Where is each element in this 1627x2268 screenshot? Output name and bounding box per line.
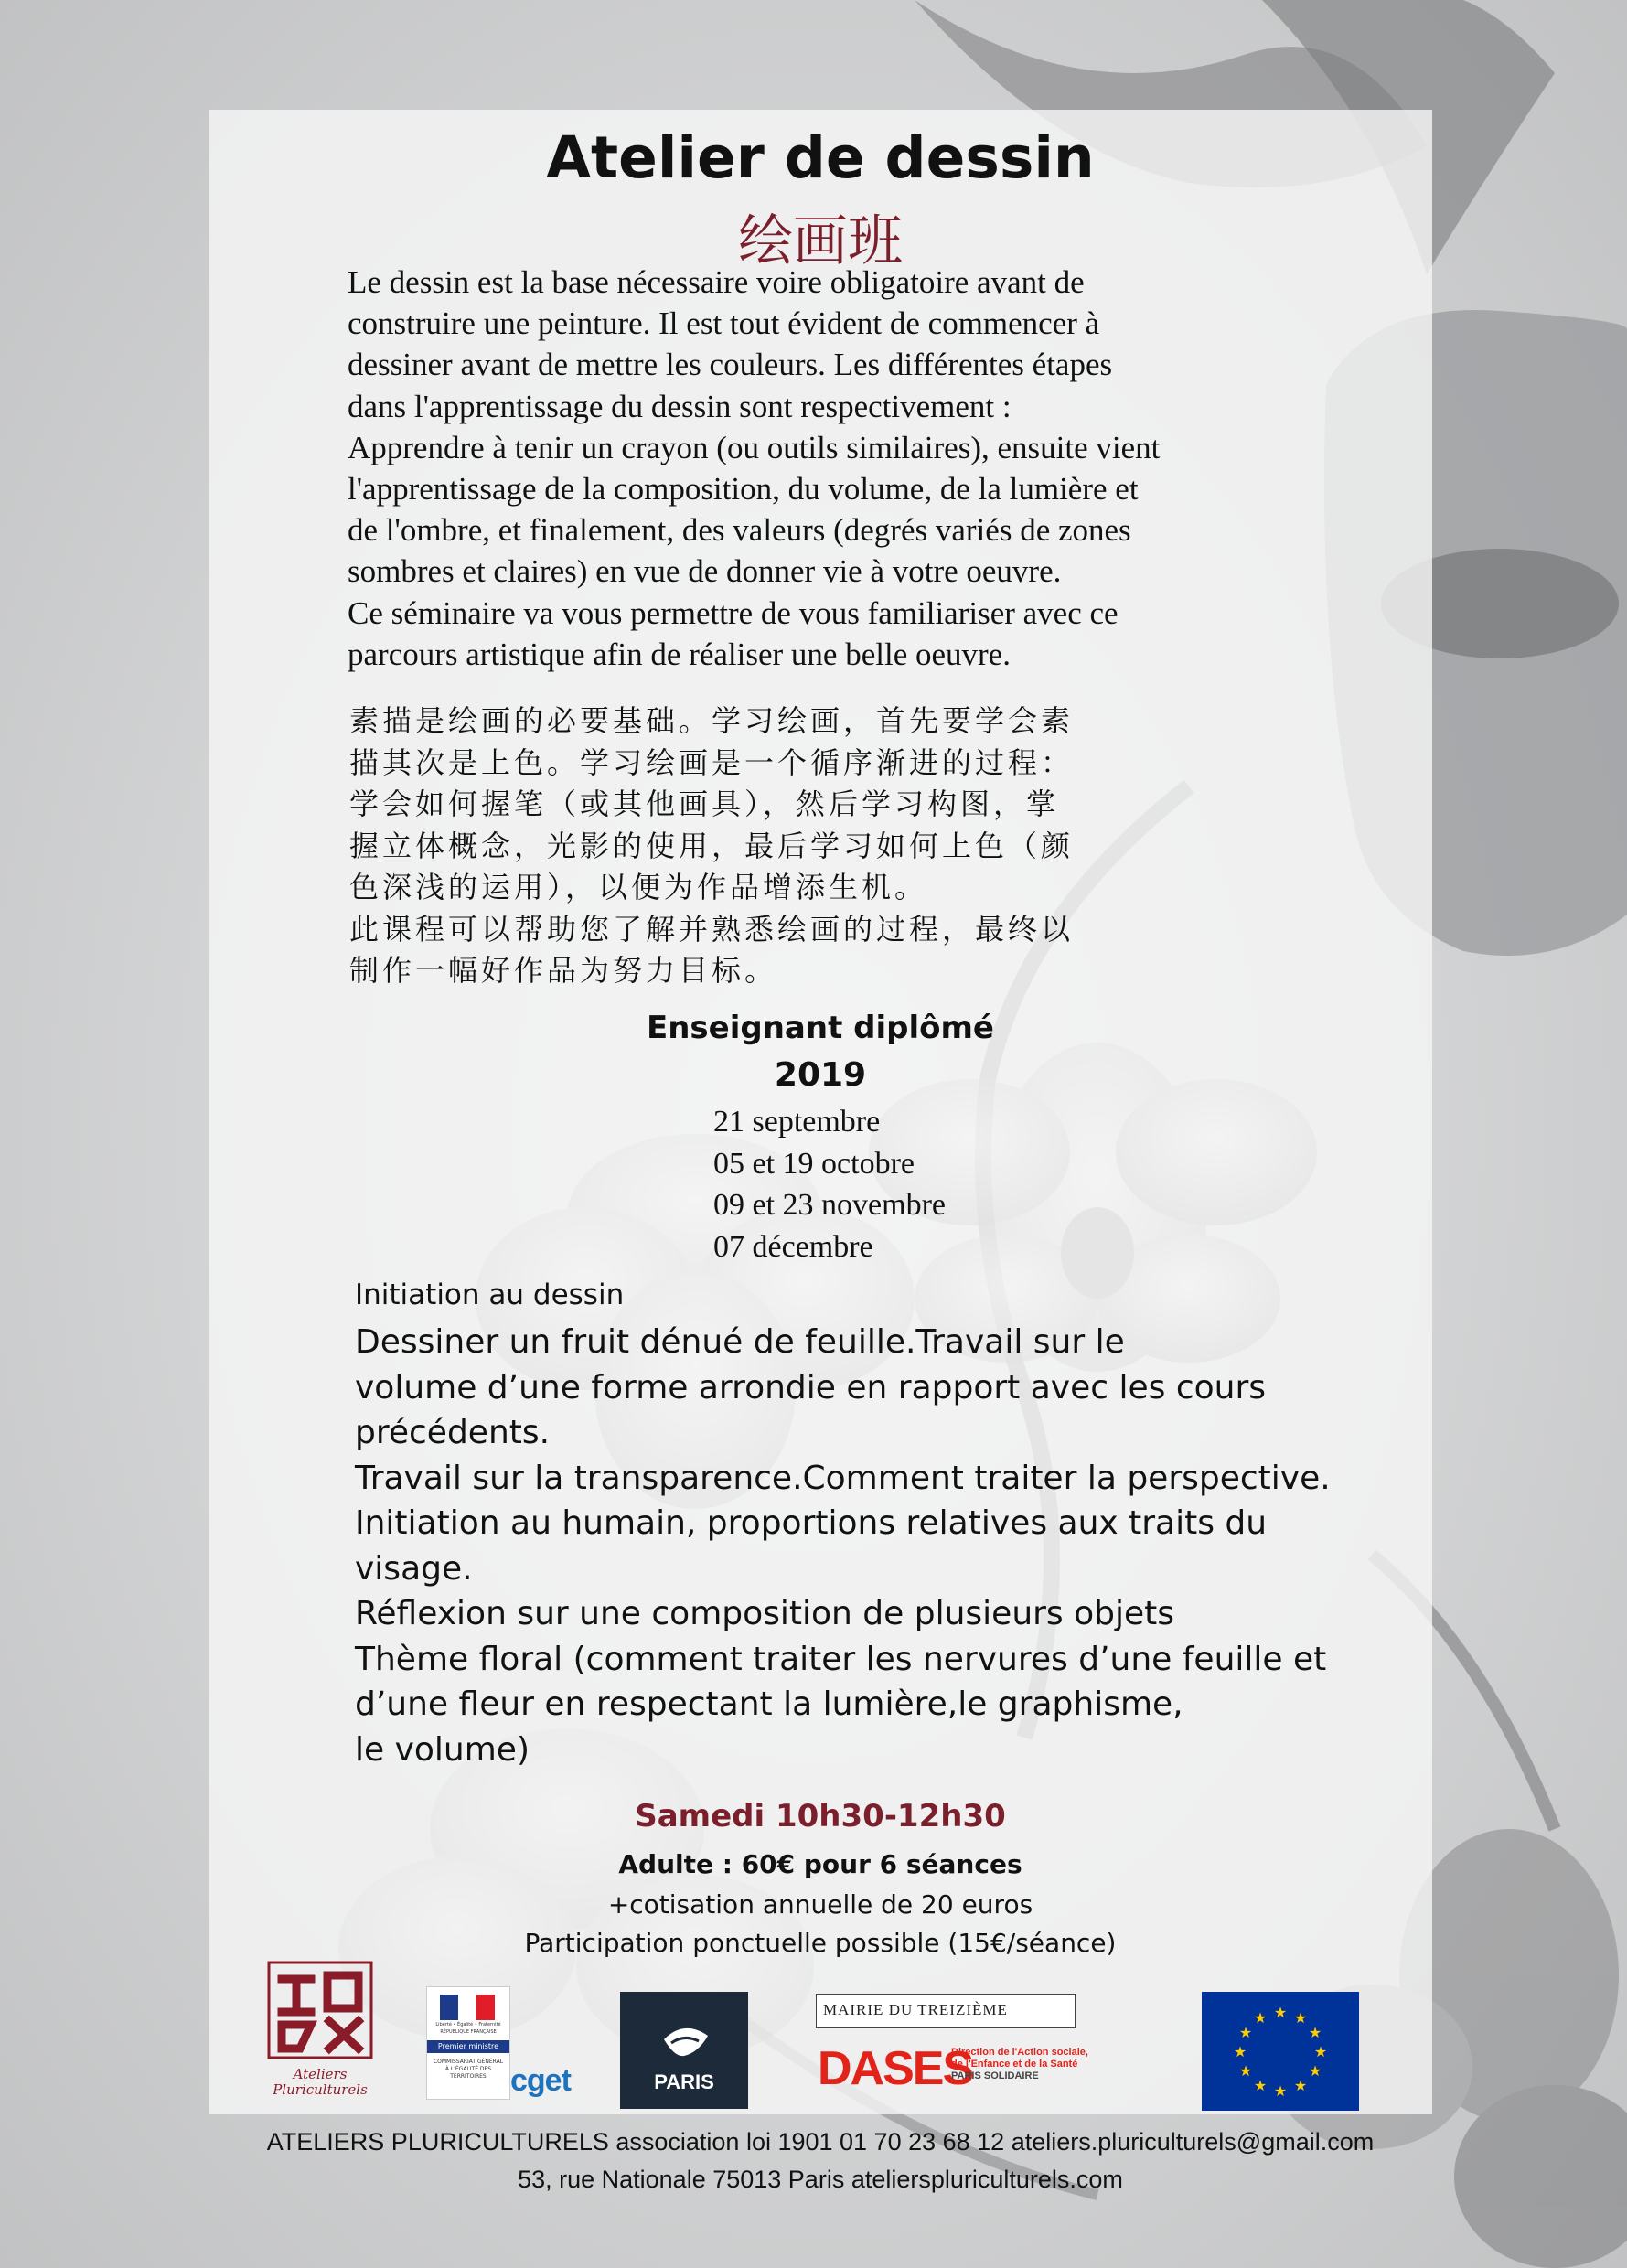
svg-text:★: ★ bbox=[1253, 2077, 1268, 2094]
program-line: Travail sur la transparence.Comment traiter la perspective. bbox=[355, 1459, 1331, 1497]
svg-text:★: ★ bbox=[1308, 2024, 1322, 2041]
program-line: Réflexion sur une composition de plusieurs objets bbox=[355, 1595, 1175, 1632]
mairie-dases-logo bbox=[816, 1994, 1090, 2113]
european-union-flag bbox=[1202, 1992, 1359, 2111]
intro-fr-line: dans l'apprentissage du dessin sont respectivement : bbox=[348, 388, 1012, 424]
price-adult: Adulte : 60€ pour 6 séances bbox=[618, 1849, 1022, 1879]
footer-contact: ATELIERS PLURICULTURELS association loi 1901 01 70 23 68 12 ateliers.pluriculturels@gmail.com bbox=[266, 2128, 1375, 2156]
intro-zh-line: 握立体概念，光影的使用，最后学习如何上色（颜 bbox=[349, 828, 1075, 863]
annual-fee: +cotisation annuelle de 20 euros bbox=[607, 1889, 1033, 1920]
session-dates bbox=[713, 1101, 1171, 1268]
intro-zh-line: 描其次是上色。学习绘画是一个循序渐进的过程： bbox=[349, 744, 1075, 780]
republique-cget-logo bbox=[426, 1986, 582, 2105]
date-item: 05 et 19 octobre bbox=[713, 1146, 915, 1181]
program-title: Initiation au dessin bbox=[355, 1278, 625, 1311]
program-line: visage. bbox=[355, 1549, 473, 1588]
intro-french bbox=[348, 262, 1335, 675]
date-item: 09 et 23 novembre bbox=[713, 1188, 946, 1222]
dases-line3: PARIS SOLIDAIRE bbox=[951, 2070, 1039, 2081]
svg-text:★: ★ bbox=[1238, 2024, 1253, 2041]
intro-zh-line: 素描是绘画的必要基础。学习绘画，首先要学会素 bbox=[349, 703, 1075, 738]
republique-motto: Liberté • Égalité • Fraternité bbox=[435, 2022, 501, 2027]
program-line: Initiation au humain, proportions relatives aux traits du bbox=[355, 1504, 1268, 1542]
single-session-price: Participation ponctuelle possible (15€/séance) bbox=[524, 1928, 1117, 1958]
page-title: Atelier de dessin bbox=[546, 124, 1095, 191]
svg-text:★: ★ bbox=[1273, 2082, 1288, 2100]
intro-fr-line: Le dessin est la base nécessaire voire obligatoire avant de bbox=[348, 264, 1085, 300]
intro-fr-line: Apprendre à tenir un crayon (ou outils similaires), ensuite vient bbox=[348, 429, 1161, 465]
intro-fr-line: Ce séminaire va vous permettre de vous familiariser avec ce bbox=[348, 594, 1119, 631]
date-item: 07 décembre bbox=[713, 1229, 873, 1264]
eu-stars-icon bbox=[1202, 1992, 1359, 2111]
year-label: 2019 bbox=[774, 1056, 867, 1094]
svg-text:★: ★ bbox=[1293, 2077, 1308, 2094]
footer-address: 53, rue Nationale 75013 Paris atelierspluriculturels.com bbox=[518, 2166, 1123, 2193]
program-line: d’une fleur en respectant la lumière,le graphisme, bbox=[355, 1685, 1183, 1723]
dases-line1: Direction de l'Action sociale, bbox=[951, 2047, 1088, 2058]
intro-fr-line: parcours artistique afin de réaliser une belle oeuvre. bbox=[348, 636, 1011, 672]
ateliers-pluriculturels-logo bbox=[263, 1957, 377, 2098]
ateliers-seal-icon bbox=[263, 1957, 377, 2063]
svg-text:★: ★ bbox=[1253, 2009, 1268, 2027]
intro-zh-line: 色深浅的运用），以便为作品增添生机。 bbox=[349, 870, 928, 904]
intro-fr-line: de l'ombre, et finalement, des valeurs (degrés variés de zones bbox=[348, 512, 1131, 549]
program-line: le volume) bbox=[355, 1730, 530, 1769]
ateliers-logo-line2: Pluriculturels bbox=[273, 2081, 368, 2098]
intro-zh-line: 制作一幅好作品为努力目标。 bbox=[349, 953, 778, 988]
teacher-label: Enseignant diplômé bbox=[647, 1010, 994, 1046]
paris-label: PARIS bbox=[654, 2070, 714, 2093]
mairie-label: MAIRIE DU TREIZIÈME bbox=[823, 2001, 1008, 2018]
intro-fr-line: dessiner avant de mettre les couleurs. Les différentes étapes bbox=[348, 347, 1113, 383]
chinese-title: 绘画班 bbox=[738, 209, 903, 273]
cget-wordmark: cget bbox=[510, 2063, 571, 2098]
svg-text:★: ★ bbox=[1273, 2004, 1288, 2021]
marianne-flag-icon bbox=[440, 1995, 495, 2020]
premier-ministre-label: Premier ministre bbox=[427, 2040, 509, 2053]
schedule-time: Samedi 10h30-12h30 bbox=[635, 1798, 1006, 1835]
dases-line2: de l'Enfance et de la Santé bbox=[951, 2059, 1078, 2070]
dases-name: DASES bbox=[818, 2042, 973, 2095]
program-line: Thème floral (comment traiter les nervures d’une feuille et bbox=[355, 1640, 1327, 1678]
intro-fr-line: l'apprentissage de la composition, du volume, de la lumière et bbox=[348, 471, 1139, 508]
program-line: Dessiner un fruit dénué de feuille.Travail sur le bbox=[355, 1323, 1125, 1361]
ateliers-logo-line1: Ateliers bbox=[293, 2066, 348, 2082]
svg-text:★: ★ bbox=[1233, 2043, 1247, 2060]
program-line: précédents. bbox=[355, 1414, 551, 1451]
svg-text:★: ★ bbox=[1308, 2062, 1322, 2080]
cget-full-name: COMMISSARIAT GÉNÉRAL À L'ÉGALITÉ DES TERRITOIRES bbox=[433, 2059, 504, 2080]
svg-text:★: ★ bbox=[1238, 2062, 1253, 2080]
republique-name: RÉPUBLIQUE FRANÇAISE bbox=[440, 2029, 497, 2035]
intro-fr-line: construire une peinture. Il est tout évident de commencer à bbox=[348, 305, 1100, 342]
paris-logo bbox=[620, 1992, 748, 2109]
svg-text:★: ★ bbox=[1293, 2009, 1308, 2027]
date-item: 21 septembre bbox=[713, 1105, 881, 1139]
program-description bbox=[355, 1320, 1425, 1772]
svg-text:★: ★ bbox=[1313, 2043, 1328, 2060]
intro-zh-line: 学会如何握笔（或其他画具），然后学习构图，掌 bbox=[349, 786, 1060, 821]
program-line: volume d’une forme arrondie en rapport avec les cours bbox=[355, 1368, 1267, 1407]
intro-fr-line: sombres et claires) en vue de donner vie à votre oeuvre. bbox=[348, 553, 1062, 590]
intro-zh-line: 此课程可以帮助您了解并熟悉绘画的过程，最终以 bbox=[349, 911, 1075, 947]
intro-chinese bbox=[349, 701, 1337, 992]
